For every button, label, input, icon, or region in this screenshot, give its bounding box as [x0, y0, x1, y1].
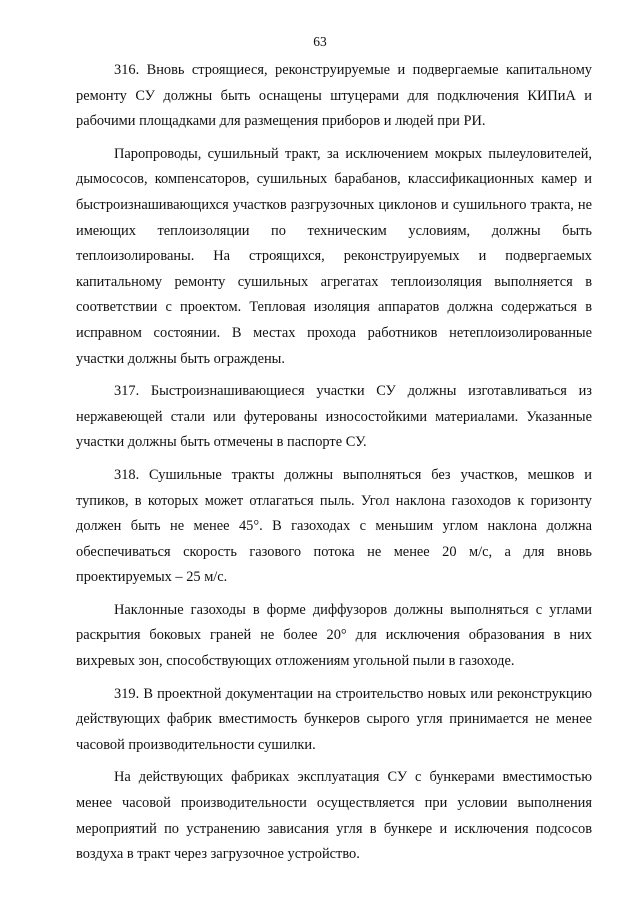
paragraph-317: 317. Быстроизнашивающиеся участки СУ должны изготавливаться из нержавеющей стали или футерованы износостойкими материалами. Указанные участки должны быть отмечены в паспорте СУ. — [76, 383, 592, 451]
paragraph-steam-pipes: Паропроводы, сушильный тракт, за исключением мокрых пылеуловителей, дымососов, компенсаторов, сушильных барабанов, классификационных камер и быстроизнашивающихся участков разгрузочных циклонов и сушильного тракта, не имеющих теплоизоляции по техническим условиям, должны быть теплоизолированы. На строящихся, реконструируемых и подвергаемых капитальному ремонту сушильных агрегатах теплоизоляция выполняется в соответствии с проектом. Тепловая изоляция аппаратов должна содержаться в исправном состоянии. В местах прохода работников нетеплоизолированные участки должны быть ограждены. — [76, 145, 592, 367]
paragraph-existing-plants: На действующих фабриках эксплуатация СУ с бункерами вместимостью менее часовой производительности осуществляется при условии выполнения мероприятий по устранению зависания угля в бункере и исключения подсосов воздуха в тракт через загрузочное устройство. — [76, 769, 592, 863]
paragraph-319: 319. В проектной документации на строительство новых или реконструкцию действующих фабрик вместимость бункеров сырого угля принимается не менее часовой производительности сушилки. — [76, 685, 592, 753]
page-number: 63 — [313, 34, 327, 49]
paragraph-318: 318. Сушильные тракты должны выполняться без участков, мешков и тупиков, в которых может отлагаться пыль. Угол наклона газоходов к горизонту должен быть не менее 45°. В газоходах с меньшим углом наклона должна обеспечиваться скорость газового потока не менее 20 м/с, а для вновь проектируемых – 25 м/с. — [76, 466, 592, 586]
paragraph-inclined-ducts: Наклонные газоходы в форме диффузоров должны выполняться с углами раскрытия боковых граней не более 20° для исключения образования в них вихревых зон, способствующих отложениям угольной пыли в газоходе. — [76, 601, 592, 670]
document-body — [76, 58, 592, 868]
paragraph-316: 316. Вновь строящиеся, реконструируемые и подвергаемые капитальному ремонту СУ должны быть оснащены штуцерами для подключения КИПиА и рабочими площадками для размещения приборов и людей при РИ. — [76, 62, 592, 130]
